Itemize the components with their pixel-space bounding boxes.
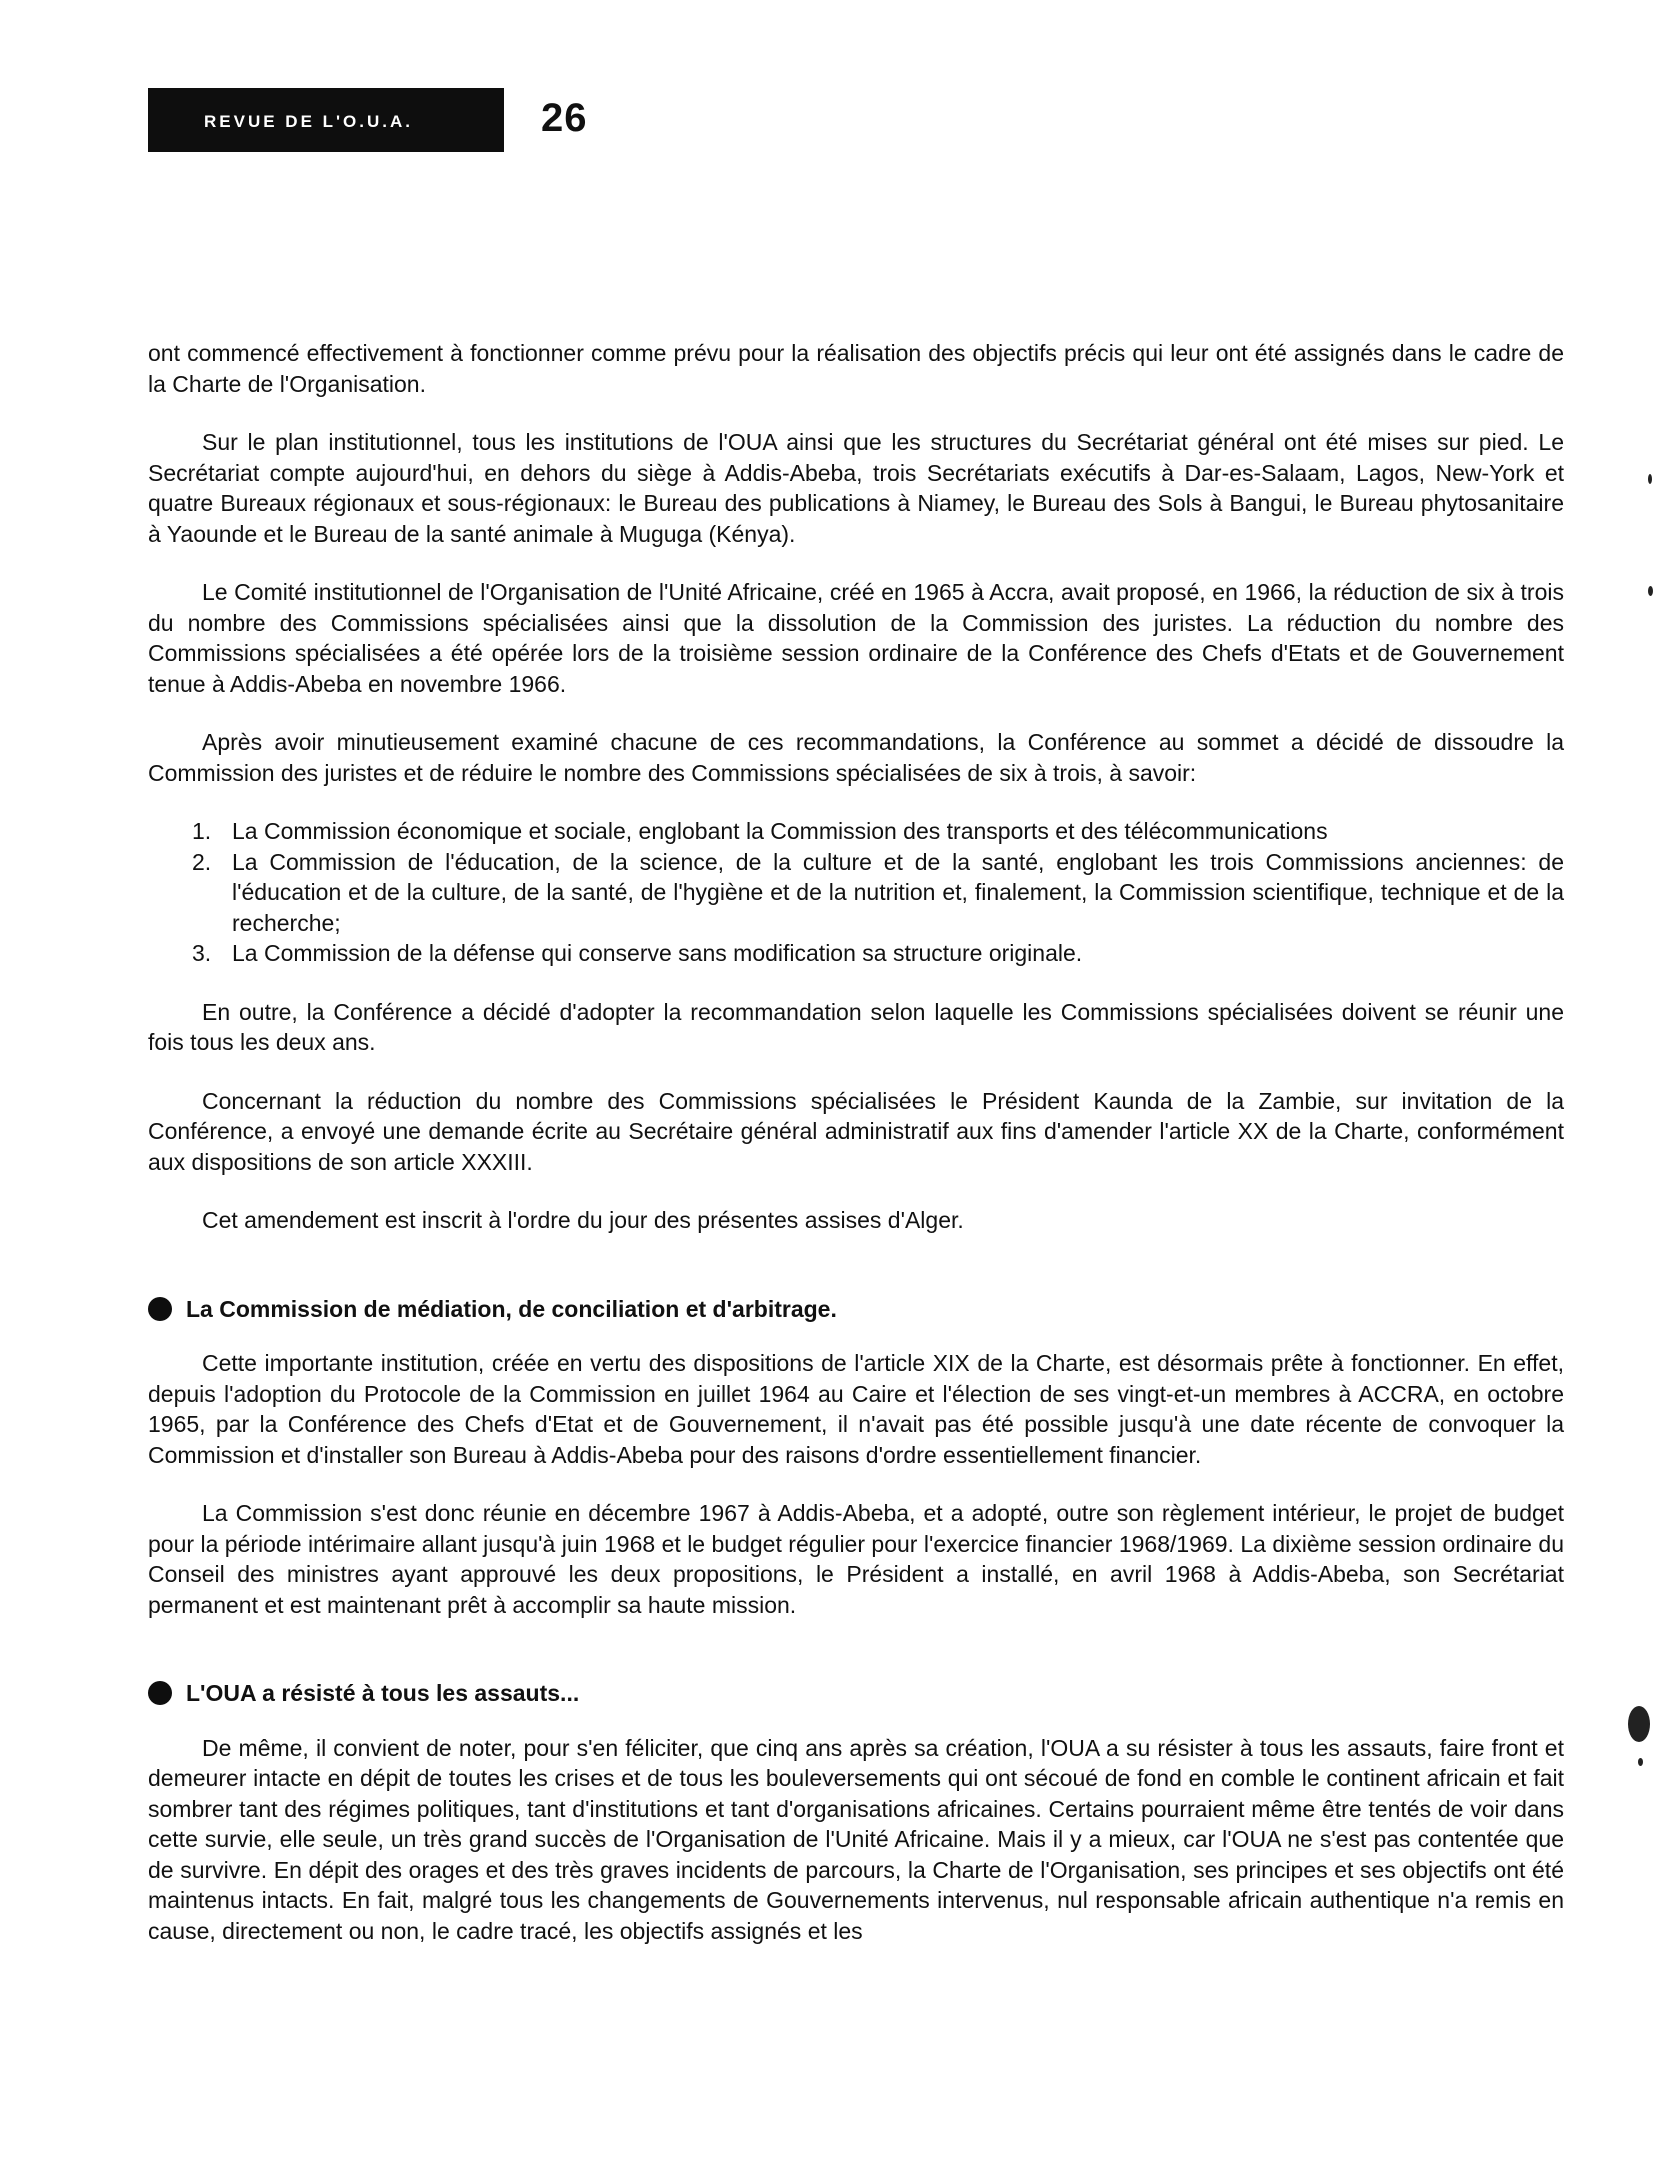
paragraph: Cet amendement est inscrit à l'ordre du jour des présentes assises d'Alger. bbox=[202, 1207, 964, 1233]
numbered-list bbox=[148, 816, 1564, 969]
paragraph: De même, il convient de noter, pour s'en féliciter, que cinq ans après sa création, l'OUA a su résister à tous les assauts, faire front et demeurer intacte en dépit de toutes les crises et de tous les bouleversements qui ont sécoué de fond en comble le continent africain et fait sombrer tant des régimes politiques, tant d'institutions et tant d'organisations africaines. Certains pourraient même être tentés de voir dans cette survie, elle seule, un très grand succès de l'Organisation de l'Unité Africaine. Mais il y a mieux, car l'OUA ne s'est pas contentée que de survivre. En dépit des orages et des très graves incidents de parcours, la Charte de l'Organisation, ses principes et ses objectifs ont été maintenus intacts. En fait, malgré tous les changements de Gouvernements intervenus, nul responsable africain authentique n'a remis en cause, directement ou non, le cadre tracé, les objectifs assignés et les bbox=[148, 1734, 1564, 1944]
list-item bbox=[148, 847, 1564, 939]
scan-mark bbox=[1638, 1758, 1643, 1766]
list-number: 2. bbox=[192, 848, 212, 875]
running-header-bar bbox=[148, 88, 504, 152]
list-text: La Commission de l'éducation, de la science, de la culture et de la santé, englobant les trois Commissions anciennes: de l'éducation et de la culture, de la santé, de l'hygiène et de la nutrition et, finalement, la Commission scientifique, technique et de la recherche; bbox=[232, 848, 1564, 936]
paragraph: Après avoir minutieusement examiné chacune de ces recommandations, la Conférence au sommet a décidé de dissoudre la Commission des juristes et de réduire le nombre des Commissions spécialisées de six à trois, à savoir: bbox=[148, 729, 1564, 786]
paragraph: ont commencé effectivement à fonctionner comme prévu pour la réalisation des objectifs précis qui leur ont été assignés dans le cadre de la Charte de l'Organisation. bbox=[148, 340, 1564, 397]
section-heading-text: La Commission de médiation, de conciliation et d'arbitrage. bbox=[186, 1295, 837, 1322]
scan-mark bbox=[1628, 1706, 1650, 1742]
journal-title: REVUE DE L'O.U.A. bbox=[204, 112, 414, 131]
paragraph: Le Comité institutionnel de l'Organisation de l'Unité Africaine, créé en 1965 à Accra, avait proposé, en 1966, la réduction de six à trois du nombre des Commissions spécialisées ainsi que la dissolution de la Commission des juristes. La réduction du nombre des Commissions spécialisées a été opérée lors de la troisième session ordinaire de la Conférence des Chefs d'Etats et de Gouvernement tenue à Addis-Abeba en novembre 1966. bbox=[148, 579, 1564, 697]
paragraph: En outre, la Conférence a décidé d'adopter la recommandation selon laquelle les Commissions spécialisées doivent se réunir une fois tous les deux ans. bbox=[148, 998, 1564, 1055]
list-item bbox=[148, 816, 1564, 847]
list-number: 1. bbox=[192, 818, 212, 844]
list-item bbox=[148, 938, 1564, 969]
section-heading-text: L'OUA a résisté à tous les assauts... bbox=[186, 1680, 580, 1706]
paragraph: Cette importante institution, créée en vertu des dispositions de l'article XIX de la Charte, est désormais prête à fonctionner. En effet, depuis l'adoption du Protocole de la Commission en juillet 1964 au Caire et l'élection de ses vingt-et-un membres à ACCRA, en octobre 1965, par la Conférence des Chefs d'Etat et de Gouvernement, il n'avait pas été possible jusqu'à une date récente de convoquer la Commission et d'installer son Bureau à Addis-Abeba pour des raisons d'ordre essentiellement financier. bbox=[148, 1350, 1564, 1468]
paragraph: La Commission s'est donc réunie en décembre 1967 à Addis-Abeba, et a adopté, outre son règlement intérieur, le projet de budget pour la période intérimaire allant jusqu'à juin 1968 et le budget régulier pour l'exercice financier 1968/1969. La dixième session ordinaire du Conseil des ministres ayant approuvé les deux propositions, le Président a installé, en avril 1968 à Addis-Abeba, son Secrétariat permanent et est maintenant prêt à accomplir sa haute mission. bbox=[148, 1500, 1564, 1618]
bullet-icon bbox=[148, 1681, 172, 1705]
paragraph: Sur le plan institutionnel, tous les institutions de l'OUA ainsi que les structures du Secrétariat général ont été mises sur pied. Le Secrétariat compte aujourd'hui, en dehors du siège à Addis-Abeba, trois Secrétariats exécutifs à Dar-es-Salaam, Lagos, New-York et quatre Bureaux régionaux et sous-régionaux: le Bureau des publications à Niamey, le Bureau des Sols à Bangui, le Bureau phytosanitaire à Yaounde et le Bureau de la santé animale à Muguga (Kénya). bbox=[148, 429, 1564, 547]
section-heading-mediation bbox=[148, 1294, 1564, 1325]
paragraph: Concernant la réduction du nombre des Commissions spécialisées le Président Kaunda de la Zambie, sur invitation de la Conférence, a envoyé une demande écrite au Secrétaire général administratif aux fins d'amender l'article XX de la Charte, conformément aux dispositions de son article XXXIII. bbox=[148, 1087, 1564, 1175]
list-text: La Commission économique et sociale, englobant la Commission des transports et des télécommunications bbox=[232, 818, 1328, 844]
scan-mark bbox=[1648, 474, 1652, 484]
list-number: 3. bbox=[192, 940, 212, 966]
scan-mark bbox=[1648, 586, 1653, 596]
bullet-icon bbox=[148, 1297, 172, 1321]
list-text: La Commission de la défense qui conserve sans modification sa structure originale. bbox=[232, 940, 1083, 966]
page-number: 26 bbox=[541, 96, 588, 140]
article-body bbox=[148, 338, 1564, 1974]
section-heading-assauts bbox=[148, 1678, 1564, 1709]
